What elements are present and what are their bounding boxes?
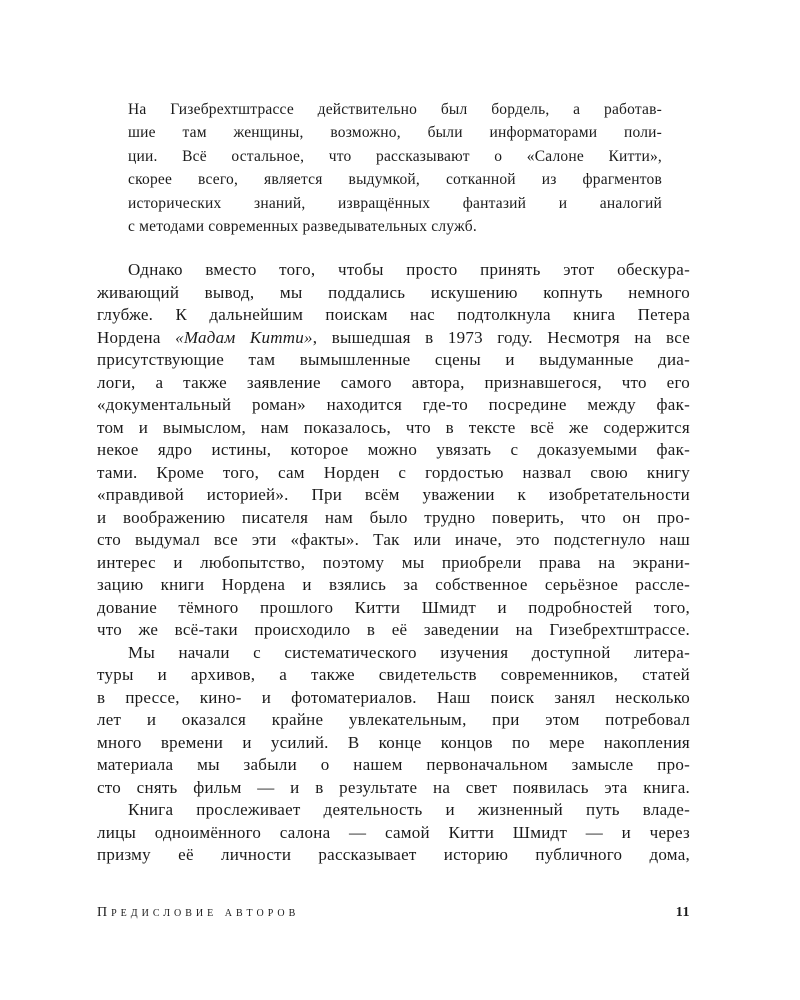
page-number: 11 <box>675 905 690 920</box>
paragraph-line: «правдивой историей». При всём уважении к изобретательности <box>97 485 690 504</box>
paragraph-line: Мы начали с систематического изучения доступной литера- <box>128 642 690 662</box>
paragraph-line: «документальный роман» находится где-то посредине между фак- <box>97 395 690 414</box>
paragraph-line: тами. Кроме того, сам Норден с гордостью назвал свою книгу <box>97 462 690 482</box>
paragraph-line: много времени и усилий. В конце концов по мере накопления <box>97 732 690 752</box>
quote-line: скорее всего, является выдумкой, сотканной из фрагментов <box>128 171 662 189</box>
paragraph-line: Однако вместо того, чтобы просто принять этот обескура- <box>128 260 690 279</box>
quote-line: ции. Всё остальное, что рассказывают о «Салоне Китти», <box>128 147 662 165</box>
text-run: , вышедшая в 1973 году. Несмотря на все <box>312 327 690 347</box>
paragraph-line <box>97 327 690 350</box>
block-quote <box>128 98 662 238</box>
paragraph-line: лет и оказался крайне увлекательным, при этом потребовал <box>97 710 690 729</box>
paragraph-line: зацию книги Нордена и взялись за собственное серьёзное рассле- <box>97 575 690 594</box>
body-text <box>97 259 690 867</box>
paragraph-line: туры и архивов, а также свидетельств современников, статей <box>97 665 690 684</box>
paragraph-line: что же всё-таки происходило в её заведении на Гизебрехтштрассе. <box>97 620 690 639</box>
paragraph-line: в прессе, кино- и фотоматериалов. Наш поиск занял несколько <box>97 687 690 707</box>
paragraph-line: интерес и любопытство, поэтому мы приобрели права на экрани- <box>97 552 690 572</box>
paragraph-line: сто выдумал все эти «факты». Так или иначе, это подстегнуло наш <box>97 530 690 549</box>
paragraph-line: лицы одноимённого салона — самой Китти Шмидт — и через <box>97 822 690 842</box>
paragraph-line: призму её личности рассказывает историю публичного дома, <box>97 845 690 864</box>
quote-line: исторических знаний, извращённых фантазий и аналогий <box>128 194 662 212</box>
paragraph-line: сто снять фильм — и в результате на свет появилась эта книга. <box>97 777 690 797</box>
paragraph-line: материала мы забыли о нашем первоначальном замысле про- <box>97 755 690 774</box>
paragraph-line: и воображению писателя нам было трудно поверить, что он про- <box>97 507 690 527</box>
book-title-italic: «Мадам Китти» <box>175 327 313 347</box>
paragraph-line: некое ядро истины, которое можно увязать с доказуемыми фак- <box>97 440 690 459</box>
paragraph-line: дование тёмного прошлого Китти Шмидт и подробностей того, <box>97 597 690 617</box>
running-footer <box>97 902 690 924</box>
paragraph-line: том и вымыслом, нам показалось, что в тексте всё же содержится <box>97 417 690 437</box>
quote-line: На Гизебрехтштрассе действительно был бордель, а работав- <box>128 101 662 118</box>
section-title: Предисловие авторов <box>97 905 300 920</box>
quote-line: шие там женщины, возможно, были информаторами поли- <box>128 124 662 142</box>
paragraph-line: Книга прослеживает деятельность и жизненный путь владе- <box>128 800 690 819</box>
paragraph-line: логи, а также заявление самого автора, признавшегося, что его <box>97 372 690 392</box>
paragraph-line: присутствующие там вымышленные сцены и выдуманные диа- <box>97 350 690 369</box>
quote-line: с методами современных разведывательных служб. <box>128 217 477 235</box>
paragraph-line: живающий вывод, мы поддались искушению копнуть немного <box>97 282 690 302</box>
text-run: Нордена <box>97 327 176 347</box>
paragraph-line: глубже. К дальнейшим поискам нас подтолкнула книга Петера <box>97 305 690 324</box>
